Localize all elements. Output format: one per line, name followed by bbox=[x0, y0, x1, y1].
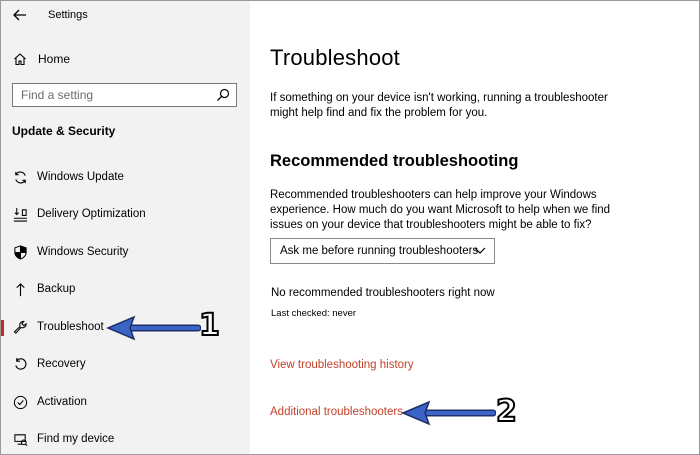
sidebar-item-delivery-optimization[interactable] bbox=[1, 196, 250, 232]
sidebar-item-label: Backup bbox=[37, 283, 76, 295]
page-title: Troubleshoot bbox=[270, 45, 400, 70]
sidebar-item-windows-update[interactable] bbox=[1, 159, 250, 195]
main-content bbox=[250, 1, 700, 455]
recovery-icon bbox=[12, 356, 28, 372]
last-checked-text: Last checked: never bbox=[271, 308, 357, 319]
status-text: No recommended troubleshooters right now bbox=[271, 287, 495, 299]
additional-troubleshooters-link[interactable]: Additional troubleshooters bbox=[270, 406, 403, 418]
sidebar-item-backup[interactable] bbox=[1, 271, 250, 307]
annotation-number-1: 1 bbox=[199, 308, 220, 343]
backup-arrow-icon bbox=[12, 281, 28, 297]
search-icon[interactable] bbox=[216, 88, 230, 102]
search-input[interactable] bbox=[21, 87, 201, 103]
sidebar-item-label: Activation bbox=[37, 396, 87, 408]
home-nav-item[interactable] bbox=[13, 49, 233, 69]
back-arrow-icon bbox=[13, 9, 27, 21]
sidebar-item-windows-security[interactable] bbox=[1, 234, 250, 270]
section-heading: Update & Security bbox=[12, 124, 116, 138]
search-box[interactable] bbox=[12, 83, 237, 107]
sidebar-item-recovery[interactable] bbox=[1, 346, 250, 382]
sidebar-item-label: Windows Security bbox=[37, 246, 129, 258]
sidebar-item-label: Troubleshoot bbox=[37, 321, 104, 333]
back-button[interactable] bbox=[9, 5, 31, 25]
home-icon bbox=[13, 52, 27, 66]
home-label: Home bbox=[38, 52, 71, 66]
sync-icon bbox=[12, 169, 28, 185]
sidebar-item-label: Find my device bbox=[37, 433, 115, 445]
app-title: Settings bbox=[48, 9, 88, 21]
intro-text: If something on your device isn't working, running a troubleshooter might help find and fix the problem for you. bbox=[270, 92, 608, 119]
sidebar-item-activation[interactable] bbox=[1, 384, 250, 420]
sidebar-item-label: Windows Update bbox=[37, 171, 124, 183]
delivery-optimization-icon bbox=[12, 206, 28, 222]
sidebar-item-find-my-device[interactable] bbox=[1, 421, 250, 455]
recommended-description: Recommended troubleshooters can help improve your Windows experience. How much do you want Microsoft to help when we find issues on your device that troubleshooters might be able to fix? bbox=[270, 189, 611, 231]
troubleshooter-preference-dropdown[interactable] bbox=[270, 238, 495, 264]
view-history-link[interactable]: View troubleshooting history bbox=[270, 359, 414, 371]
recommended-heading: Recommended troubleshooting bbox=[270, 152, 519, 170]
shield-icon bbox=[12, 244, 28, 260]
active-indicator bbox=[1, 320, 4, 336]
dropdown-value: Ask me before running troubleshooters bbox=[280, 245, 479, 257]
check-circle-icon bbox=[12, 394, 28, 410]
annotation-number-2: 2 bbox=[496, 394, 517, 429]
sidebar-item-label: Delivery Optimization bbox=[37, 208, 146, 220]
find-device-icon bbox=[12, 431, 28, 447]
chevron-down-icon bbox=[474, 247, 486, 255]
sidebar-item-label: Recovery bbox=[37, 358, 86, 370]
sidebar bbox=[1, 1, 250, 455]
title-bar bbox=[1, 1, 250, 29]
wrench-icon bbox=[12, 319, 28, 335]
